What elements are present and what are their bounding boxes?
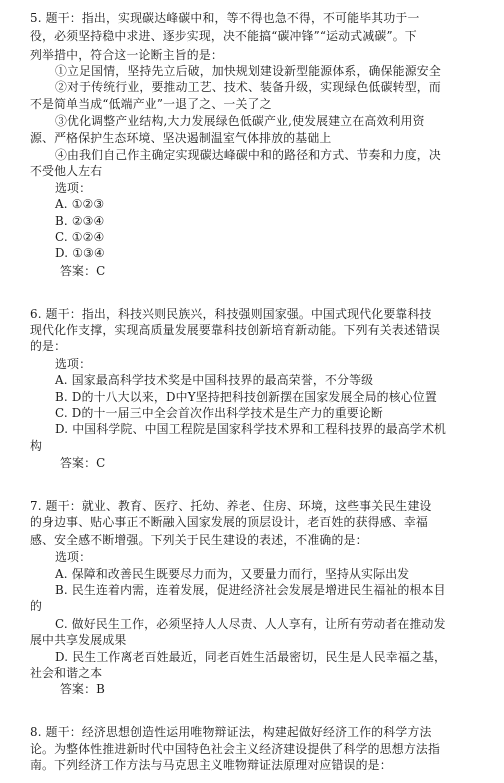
q8-stem-line-3: 南。下列经济工作方法与马克思主义唯物辩证法原理对应错误的是： bbox=[30, 758, 392, 772]
q5-point-4-cont: 不受他人左右 bbox=[30, 164, 103, 179]
q5-point-4: ④由我们自己作主确定实现碳达峰碳中和的路径和方式、节奏和力度，决 bbox=[55, 147, 441, 162]
q7-stem-line-2: 的身边事、贴心事正不断融入国家发展的顶层设计，老百姓的获得感、幸福 bbox=[30, 515, 428, 530]
q5-answer: 答案：C bbox=[60, 263, 106, 278]
q7-option-c-cont: 展中共享发展成果 bbox=[30, 633, 127, 647]
q6-options-label: 选项： bbox=[55, 356, 92, 371]
q7-options-label: 选项： bbox=[55, 550, 92, 564]
q5-stem-line-3: 列举措中，符合这一论断主旨的是： bbox=[30, 47, 223, 62]
q5-options-label: 选项： bbox=[55, 180, 92, 195]
q6-stem-line-1: 6. 题干：指出，科技兴则民族兴，科技强则国家强。中国式现代化要靠科技 bbox=[30, 306, 432, 321]
q6-stem-line-3: 的是： bbox=[30, 339, 67, 354]
q7-option-b-cont: 的 bbox=[30, 599, 43, 614]
q8-stem-line-2: 论。为整体性推进新时代中国特色社会主义经济建设提供了科学的思想方法指 bbox=[30, 741, 441, 756]
q5-point-3-cont: 源、严格保护生态环境、坚决遏制温室气体排放的基础上 bbox=[30, 130, 332, 145]
q5-option-b: B. ②③④ bbox=[55, 213, 105, 228]
q7-stem-line-3: 感、安全感不断增强。下列关于民生建设的表述，不准确的是： bbox=[30, 532, 368, 547]
q5-option-a: A. ①②③ bbox=[55, 197, 105, 212]
q7-option-a: A. 保障和改善民生既要尽力而为，又要量力而行，坚持从实际出发 bbox=[55, 566, 410, 581]
q5-option-c: C. ①②④ bbox=[55, 229, 105, 244]
q5-point-2: ②对于传统行业，要推动工艺、技术、装备升级，实现绿色低碳转型，而 bbox=[55, 80, 441, 95]
q6-option-d-cont: 构 bbox=[30, 438, 43, 453]
q5-option-d: D. ①③④ bbox=[55, 246, 105, 261]
q6-answer: 答案：C bbox=[60, 456, 106, 471]
q7-option-b: B. 民生连着内需，连着发展，促进经济社会发展是增进民生福祉的根本目 bbox=[55, 582, 446, 597]
q6-stem-line-2: 现代化作支撑，实现高质量发展要靠科技创新培育新动能。下列有关表述错误 bbox=[30, 322, 441, 337]
q7-option-d: D. 民生工作离老百姓最近，同老百姓生活最密切，民生是人民幸福之基， bbox=[55, 649, 447, 664]
q6-option-a: A. 国家最高科学技术奖是中国科技界的最高荣誉，不分等级 bbox=[55, 373, 374, 388]
q5-point-3: ③优化调整产业结构,大力发展绿色低碳产业,使发展建立在高效利用资 bbox=[55, 114, 425, 129]
q7-option-d-cont: 社会和谐之本 bbox=[30, 665, 103, 680]
q7-answer: 答案：B bbox=[60, 682, 106, 697]
q6-option-c: C. D的十一届三中全会首次作出科学技术是生产力的重要论断 bbox=[55, 405, 383, 420]
q5-point-1: ①立足国情，坚持先立后破，加快规划建设新型能源体系，确保能源安全 bbox=[55, 63, 441, 78]
q5-stem-line-1: 5. 题干：指出，实现碳达峰碳中和，等不得也急不得，不可能毕其功于一 bbox=[30, 11, 420, 25]
q8-stem-line-1: 8. 题干：经济思想创造性运用唯物辩证法，构建起做好经济工作的科学方法 bbox=[30, 725, 432, 740]
q6-option-d: D. 中国科学院、中国工程院是国家科学技术界和工程科技界的最高学术机 bbox=[55, 422, 447, 437]
q6-option-b: B. D的十八大以来，D中Y坚持把科技创新摆在国家发展全局的核心位置 bbox=[55, 389, 437, 404]
q7-option-c: C. 做好民生工作，必须坚持人人尽责、人人享有，让所有劳动者在推动发 bbox=[55, 616, 446, 631]
q5-point-2-cont: 不是简单当成“低端产业”一退了之、一关了之 bbox=[30, 96, 272, 111]
q7-stem-line-1: 7. 题干：就业、教育、医疗、托幼、养老、住房、环境，这些事关民生建设 bbox=[30, 499, 432, 513]
q5-stem-line-2: 役，必须坚持稳中求进、逐步实现，决不能搞“碳冲锋”“运动式减碳”。下 bbox=[30, 29, 417, 44]
